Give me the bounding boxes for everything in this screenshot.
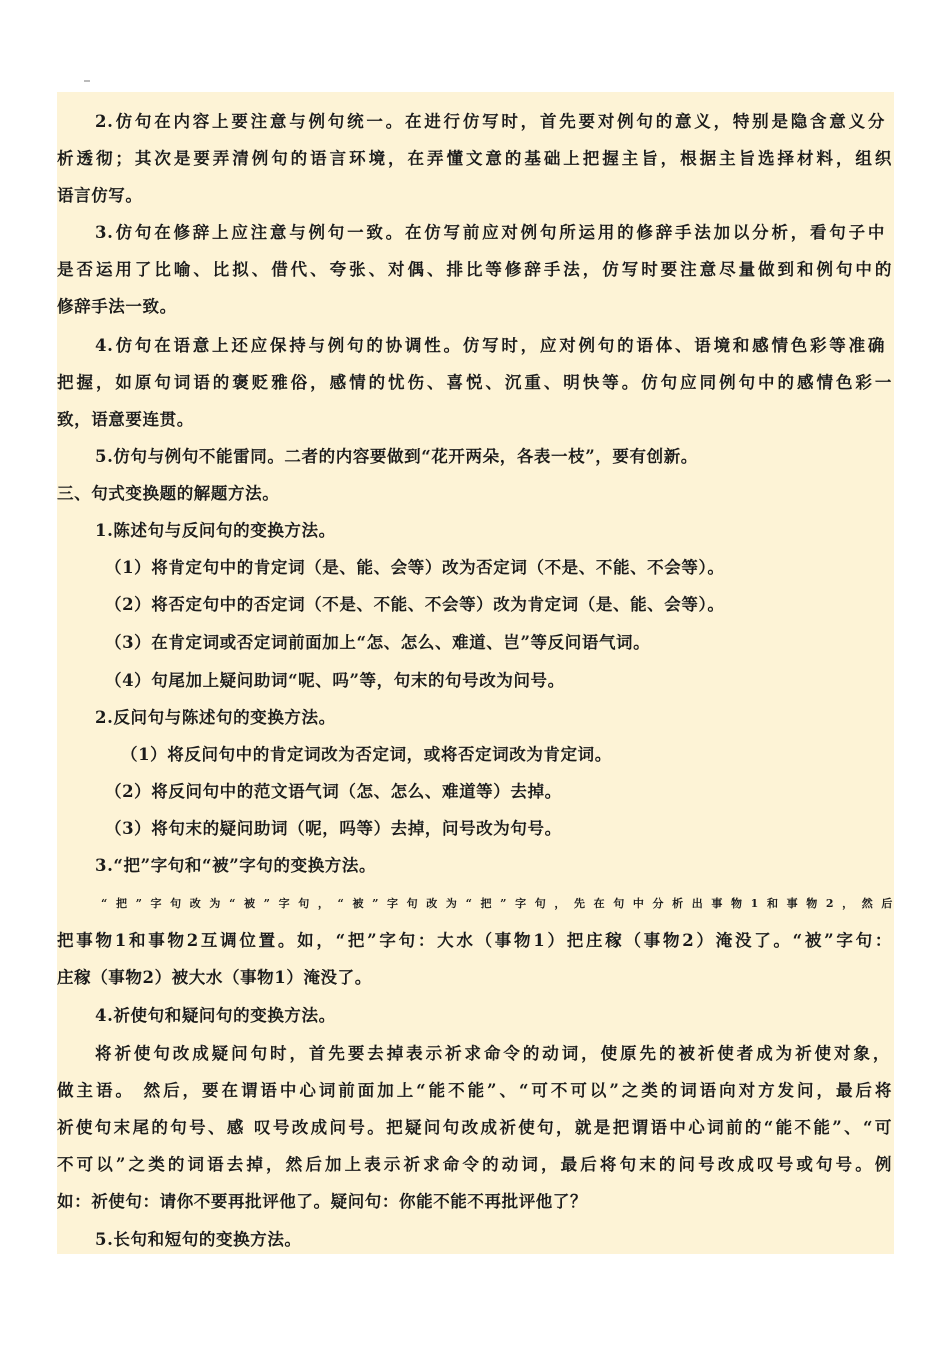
paragraph-3-line-3: 修辞手法一致。 — [57, 297, 177, 316]
paragraph-qishi-line-5: 如：祈使句：请你不要再批评他了。疑问句：你能不能不再批评他了？ — [57, 1192, 588, 1211]
paragraph-3-line-2: 是否运用了比喻、比拟、借代、夸张、对偶、排比等修辞手法，仿写时要注意尽量做到和例句中的 — [57, 260, 892, 279]
list-item: （4）句尾加上疑问助词“呢、吗”等，句末的句号改为问号。 — [105, 671, 565, 690]
subheading-4: 4.祈使句和疑问句的变换方法。 — [95, 1006, 336, 1025]
paragraph-2-line-2: 析透彻；其次是要弄清例句的语言环境，在弄懂文意的基础上把握主旨，根据主旨选择材料，组织 — [57, 149, 892, 168]
paragraph-4-line-2: 把握，如原句词语的褒贬雅俗，感情的忧伤、喜悦、沉重、明快等。仿句应同例句中的感情色彩一 — [57, 373, 892, 392]
paragraph-qishi-line-1: 将祈使句改成疑问句时，首先要去掉表示祈求命令的动词，使原先的被祈使者成为祈使对象， — [95, 1044, 890, 1063]
subheading-2: 2.反问句与陈述句的变换方法。 — [95, 708, 336, 727]
list-item: （3）在肯定词或否定词前面加上“怎、怎么、难道、岂”等反问语气词。 — [105, 633, 651, 652]
subheading-5: 5.长句和短句的变换方法。 — [95, 1230, 302, 1249]
list-item: （2）将反问句中的范文语气词（怎、怎么、难道等）去掉。 — [105, 782, 562, 801]
paragraph-ba-bei-line-2: 把事物1和事物2互调位置。如，“把”字句：大水（事物1）把庄稼（事物2）淹没了。“被”字句： — [57, 931, 892, 950]
paragraph-qishi-line-3: 祈使句末尾的句号、感 叹号改成问号。把疑问句改成祈使句，就是把谓语中心词前的“能不能”、“可 — [57, 1118, 892, 1137]
paragraph-ba-bei-line-3: 庄稼（事物2）被大水（事物1）淹没了。 — [57, 968, 372, 987]
subheading-3: 3.“把”字句和“被”字句的变换方法。 — [95, 856, 377, 875]
paragraph-2-line-1: 2.仿句在内容上要注意与例句统一。在进行仿写时，首先要对例句的意义，特别是隐含意义分 — [95, 112, 885, 131]
paragraph-4-line-1: 4.仿句在语意上还应保持与例句的协调性。仿写时，应对例句的语体、语境和感情色彩等准确 — [95, 336, 885, 355]
list-item: （3）将句末的疑问助词（呢，吗等）去掉，问号改为句号。 — [105, 819, 562, 838]
list-item: （1）将反问句中的肯定词改为否定词，或将否定词改为肯定词。 — [121, 745, 612, 764]
paragraph-4-line-3: 致，语意要连贯。 — [57, 410, 194, 429]
paragraph-qishi-line-4: 不可以”之类的词语去掉，然后加上表示祈求命令的动词，最后将句末的问号改成叹号或句号。例 — [57, 1155, 892, 1174]
list-item: （2）将否定句中的否定词（不是、不能、不会等）改为肯定词（是、能、会等）。 — [105, 595, 725, 614]
scan-artifact-mark — [84, 80, 90, 82]
paragraph-5: 5.仿句与例句不能雷同。二者的内容要做到“花开两朵，各表一枝”，要有创新。 — [95, 447, 698, 466]
section-heading-3: 三、句式变换题的解题方法。 — [57, 484, 280, 503]
paragraph-ba-bei-line-1: “把”字句改为“被”字句，“被”字句改为“把”字句，先在句中分析出事物1和事物2，然后 — [101, 897, 893, 910]
document-page — [57, 92, 894, 1254]
list-item: （1）将肯定句中的肯定词（是、能、会等）改为否定词（不是、不能、不会等）。 — [105, 558, 725, 577]
paragraph-2-line-3: 语言仿写。 — [57, 186, 143, 205]
subheading-1: 1.陈述句与反问句的变换方法。 — [95, 521, 336, 540]
paragraph-qishi-line-2: 做主语。 然后，要在谓语中心词前面加上“能不能”、“可不可以”之类的词语向对方发问，最后将 — [57, 1081, 892, 1100]
paragraph-3-line-1: 3.仿句在修辞上应注意与例句一致。在仿写前应对例句所运用的修辞手法加以分析，看句子中 — [95, 223, 885, 242]
